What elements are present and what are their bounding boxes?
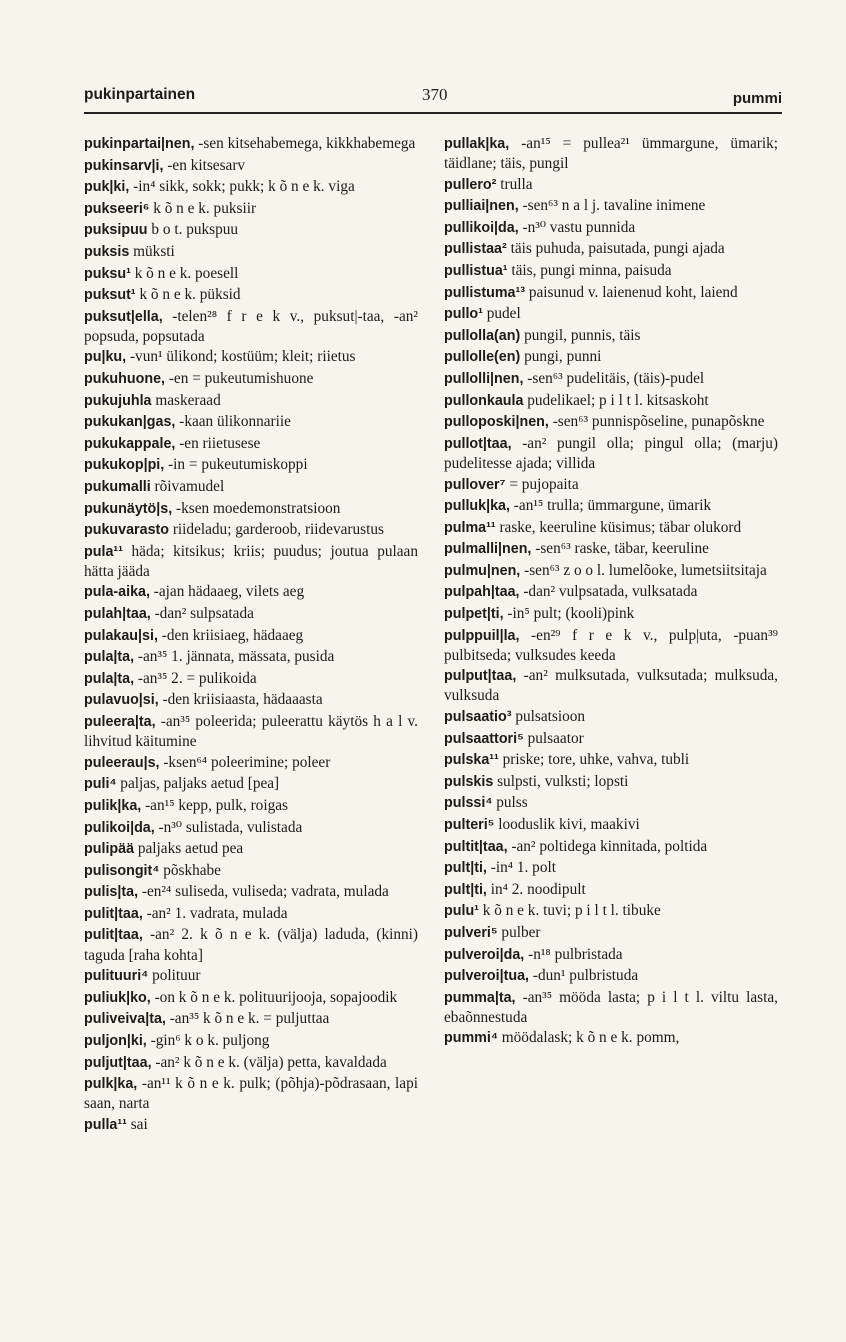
entry-definition: -sen⁶³ raske, täbar, keeruline xyxy=(531,540,709,558)
entry-headword: pulteri⁵ xyxy=(444,817,495,833)
entry-headword: pultit|taa, xyxy=(444,838,508,855)
entry-definition: pungil, punnis, täis xyxy=(520,326,641,344)
entry-definition: k õ n e k. püksid xyxy=(135,286,241,304)
entry-definition: -en riietusese xyxy=(175,434,261,452)
entry-definition: -ajan hädaaeg, vilets aeg xyxy=(149,583,305,601)
entry-headword: pukuvarasto xyxy=(84,522,170,539)
entry-definition: sai xyxy=(126,1115,148,1133)
entry-headword: pullistaa² xyxy=(444,241,507,258)
dictionary-entry xyxy=(444,837,778,857)
entry-definition: -n³⁰ sulistada, vulistada xyxy=(154,818,303,836)
dictionary-entry xyxy=(444,561,778,581)
entry-headword: pullonkaula xyxy=(444,392,524,409)
dictionary-entry xyxy=(444,391,778,411)
dictionary-entry xyxy=(444,772,778,792)
dictionary-entry xyxy=(84,1074,418,1113)
dictionary-entry xyxy=(444,239,778,259)
entry-headword: pulveroi|da, xyxy=(444,946,525,963)
running-header xyxy=(84,84,782,110)
entry-definition: -an¹⁵ kepp, pulk, roigas xyxy=(141,796,288,814)
dictionary-entry xyxy=(84,199,418,219)
entry-headword: pulmu|nen, xyxy=(444,562,521,579)
entry-definition: -en kitsesarv xyxy=(163,156,246,174)
dictionary-entry xyxy=(444,815,778,835)
entry-headword: pulu¹ xyxy=(444,903,479,920)
dictionary-entry xyxy=(444,475,778,495)
entry-definition: pulber xyxy=(497,923,541,941)
dictionary-entry xyxy=(444,261,778,281)
entry-definition: pulsatsioon xyxy=(511,708,586,726)
header-rule xyxy=(84,112,782,114)
entry-definition: -an² 2. k õ n e k. (välja) laduda, (kinni) taguda [raha kohta] xyxy=(84,926,418,964)
entry-definition: -sen kitsehabemega, kikkhabemega xyxy=(194,135,416,152)
entry-definition: -ksen moedemonstratsioon xyxy=(172,499,341,517)
entry-definition: k õ n e k. tuvi; p i l t l. tibuke xyxy=(478,902,661,920)
entry-definition: -sen⁶³ punnispõseline, punapõskne xyxy=(548,413,765,431)
dictionary-entry xyxy=(444,729,778,749)
dictionary-entry xyxy=(84,369,418,389)
entry-headword: pullak|ka, xyxy=(444,136,510,152)
dictionary-entry xyxy=(84,285,418,305)
dictionary-entry xyxy=(444,880,778,900)
dictionary-entry xyxy=(84,347,418,367)
entry-headword: pulah|taa, xyxy=(84,606,151,623)
entry-headword: pu|ku, xyxy=(84,349,127,366)
dictionary-entry xyxy=(444,518,778,538)
dictionary-entry xyxy=(444,966,778,986)
entry-headword: pullolla(an) xyxy=(444,327,521,344)
entry-definition: -n¹⁸ pulbristada xyxy=(524,945,623,963)
dictionary-entry xyxy=(84,434,418,454)
entry-definition: põskhabe xyxy=(159,861,221,879)
entry-headword: pullot|taa, xyxy=(444,435,512,452)
entry-headword: pukunäytö|s, xyxy=(84,500,173,517)
entry-definition: polituur xyxy=(148,967,201,985)
entry-headword: pulveroi|tua, xyxy=(444,968,530,985)
entry-headword: puljut|taa, xyxy=(84,1054,152,1071)
entry-definition: -in⁴ 1. polt xyxy=(486,859,556,877)
entry-definition: pudelikael; p i l t l. kitsaskoht xyxy=(523,391,709,409)
dictionary-entry xyxy=(84,520,418,540)
entry-definition: paisunud v. laienenud koht, laiend xyxy=(525,283,738,301)
entry-headword: pulpah|taa, xyxy=(444,584,520,601)
entry-definition: k õ n e k. poesell xyxy=(130,264,239,282)
dictionary-entry xyxy=(84,455,418,475)
dictionary-entry xyxy=(444,582,778,602)
entry-definition: riideladu; garderoob, riidevarustus xyxy=(169,521,384,539)
dictionary-entry xyxy=(84,582,418,602)
entry-headword: pukukop|pi, xyxy=(84,457,165,474)
dictionary-entry xyxy=(84,1115,418,1135)
dictionary-entry xyxy=(84,882,418,902)
entry-definition: -dan² vulpsatada, vulksatada xyxy=(519,583,698,601)
entry-headword: pulakau|si, xyxy=(84,627,158,644)
entry-headword: pulavuo|si, xyxy=(84,692,159,709)
entry-definition: -dan² sulpsatada xyxy=(150,605,254,623)
dictionary-entry xyxy=(84,818,418,838)
left-column xyxy=(84,134,418,1136)
entry-headword: pula-aika, xyxy=(84,584,150,601)
entry-definition: -an³⁵ 2. = pulikoida xyxy=(134,669,257,687)
entry-headword: pulluk|ka, xyxy=(444,498,510,515)
entry-headword: pulipää xyxy=(84,841,135,858)
entry-definition: -kaan ülikonnariie xyxy=(175,413,291,431)
dictionary-entry xyxy=(84,156,418,176)
entry-definition: täis, pungi minna, paisuda xyxy=(507,262,672,280)
dictionary-entry xyxy=(84,712,418,751)
dictionary-entry xyxy=(84,669,418,689)
entry-headword: puk|ki, xyxy=(84,179,130,196)
entry-headword: pulmalli|nen, xyxy=(444,541,532,558)
dictionary-entry xyxy=(84,690,418,710)
entry-definition: -in⁵ pult; (kooli)pink xyxy=(503,605,635,623)
entry-headword: puksu¹ xyxy=(84,265,131,282)
entry-definition: -sen⁶³ pudelitäis, (täis)-pudel xyxy=(523,370,705,388)
dictionary-entry xyxy=(444,1028,778,1048)
dictionary-entry xyxy=(444,626,778,665)
entry-headword: pulliai|nen, xyxy=(444,198,519,215)
entry-headword: puljon|ki, xyxy=(84,1032,147,1049)
entry-definition: -sen⁶³ z o o l. lumelõoke, lumetsiitsitaja xyxy=(520,561,767,579)
entry-headword: puli⁴ xyxy=(84,776,117,793)
dictionary-entry xyxy=(84,391,418,411)
entry-headword: pulik|ka, xyxy=(84,797,142,814)
entry-definition: = pujopaita xyxy=(505,475,579,493)
dictionary-entry xyxy=(84,1009,418,1029)
entry-headword: pulikoi|da, xyxy=(84,819,155,836)
header-first-word: pukinpartainen xyxy=(84,86,196,103)
header-last-word: pummi xyxy=(732,90,782,107)
dictionary-entry xyxy=(84,242,418,262)
entry-definition: -an² k õ n e k. (välja) petta, kavaldada xyxy=(151,1053,387,1071)
dictionary-entry xyxy=(444,901,778,921)
entry-definition: -an³⁵ 1. jännata, mässata, pusida xyxy=(134,648,335,666)
entry-headword: pukinsarv|i, xyxy=(84,157,164,174)
dictionary-entry xyxy=(84,604,418,624)
entry-headword: pulk|ka, xyxy=(84,1076,138,1093)
entry-headword: pulssi⁴ xyxy=(444,795,493,812)
dictionary-entry xyxy=(444,434,778,473)
entry-headword: pulveri⁵ xyxy=(444,924,498,941)
entry-definition: -gin⁶ k o k. puljong xyxy=(146,1031,270,1049)
entry-definition: täis puhuda, paisutada, pungi ajada xyxy=(506,240,725,258)
entry-definition: müksti xyxy=(129,242,175,260)
entry-headword: pulisongit⁴ xyxy=(84,862,160,879)
entry-definition: pulsaator xyxy=(523,729,584,747)
entry-definition: -en²⁹ f r e k v., pulp|uta, -puan³⁹ pulbitseda; vulksudes keeda xyxy=(444,626,778,664)
dictionary-entry xyxy=(444,175,778,195)
entry-headword: puksut¹ xyxy=(84,287,136,304)
dictionary-entry xyxy=(84,753,418,773)
entry-definition: pulss xyxy=(492,794,528,812)
dictionary-entry xyxy=(444,750,778,770)
entry-headword: pulsaatio³ xyxy=(444,709,512,726)
entry-headword: pukujuhla xyxy=(84,392,152,409)
entry-headword: pulloposki|nen, xyxy=(444,414,549,431)
entry-headword: pula¹¹ xyxy=(84,543,123,560)
entry-definition: -in = pukeutumiskoppi xyxy=(164,456,308,474)
entry-definition: paljaks aetud pea xyxy=(134,840,244,858)
entry-definition: rõivamudel xyxy=(150,478,225,495)
entry-definition: -n³⁰ vastu punnida xyxy=(518,218,636,236)
dictionary-entry xyxy=(444,347,778,367)
dictionary-entry xyxy=(444,793,778,813)
entry-definition: -an² pungil olla; pingul olla; (marju) pudelitesse ajada; villida xyxy=(444,434,778,472)
entry-definition: häda; kitsikus; kriis; puudus; joutua pulaan hätta jääda xyxy=(84,542,418,580)
page-number: 370 xyxy=(422,85,448,104)
dictionary-entry xyxy=(444,304,778,324)
dictionary-entry xyxy=(444,707,778,727)
entry-headword: pullistua¹ xyxy=(444,263,508,280)
entry-headword: pulska¹¹ xyxy=(444,752,499,769)
entry-definition: k õ n e k. puksiir xyxy=(149,199,257,217)
entry-definition: -an³⁵ mööda lasta; p i l t l. viltu lasta, ebaõnnestuda xyxy=(444,988,778,1026)
entry-definition: -an² 1. vadrata, mulada xyxy=(142,904,288,922)
entry-definition: -dun¹ pulbristuda xyxy=(529,967,639,985)
dictionary-entry xyxy=(444,134,778,173)
entry-headword: pullero² xyxy=(444,176,497,193)
entry-headword: pukumalli xyxy=(84,479,151,495)
entry-definition: pungi, punni xyxy=(520,348,602,366)
entry-headword: puleera|ta, xyxy=(84,714,156,731)
entry-definition: raske, keeruline küsimus; täbar olukord xyxy=(495,518,742,536)
dictionary-entry xyxy=(84,1053,418,1073)
dictionary-entry xyxy=(444,923,778,943)
entry-definition: -en = pukeutumishuone xyxy=(165,370,314,388)
dictionary-entry xyxy=(84,839,418,859)
entry-headword: pulis|ta, xyxy=(84,884,139,901)
dictionary-entry xyxy=(84,988,418,1008)
dictionary-entry xyxy=(444,858,778,878)
right-column xyxy=(444,134,778,1050)
entry-headword: pullistuma¹³ xyxy=(444,284,526,301)
entry-definition: sulpsti, vulksti; lopsti xyxy=(493,772,629,790)
dictionary-entry xyxy=(444,604,778,624)
entry-headword: pult|ti, xyxy=(444,860,487,877)
entry-headword: pulla¹¹ xyxy=(84,1116,127,1133)
dictionary-entry xyxy=(84,499,418,519)
entry-headword: pumma|ta, xyxy=(444,989,516,1006)
dictionary-entry xyxy=(84,307,418,346)
entry-definition: in⁴ 2. noodipult xyxy=(486,880,586,898)
entry-definition: -in⁴ sikk, sokk; pukk; k õ n e k. viga xyxy=(129,178,355,196)
entry-headword: puksis xyxy=(84,243,130,260)
entry-headword: pukseeri⁶ xyxy=(84,200,150,217)
entry-headword: pulituuri⁴ xyxy=(84,968,149,985)
entry-headword: pulit|taa, xyxy=(84,927,143,944)
entry-definition: pudel xyxy=(482,305,521,323)
dictionary-entry xyxy=(444,196,778,216)
dictionary-entry xyxy=(84,904,418,924)
entry-definition: -an² poltidega kinnitada, poltida xyxy=(507,837,708,855)
entry-definition: -den kriisiaeg, hädaaeg xyxy=(157,626,304,644)
dictionary-entry xyxy=(444,326,778,346)
entry-headword: pukuhuone, xyxy=(84,371,166,388)
dictionary-entry xyxy=(444,496,778,516)
dictionary-entry xyxy=(84,774,418,794)
dictionary-entry xyxy=(84,542,418,581)
entry-headword: pulppuil|la, xyxy=(444,627,520,644)
entry-definition: -an¹⁵ = pullea²¹ ümmargune, ümarik; täidlane; täis, pungil xyxy=(444,135,778,173)
entry-definition: möödalask; k õ n e k. pomm, xyxy=(497,1029,680,1047)
entry-headword: pula|ta, xyxy=(84,670,135,687)
dictionary-entry xyxy=(84,220,418,240)
entry-headword: pummi⁴ xyxy=(444,1030,498,1047)
entry-definition: -an³⁵ poleerida; puleerattu käytös h a l v. lihvitud käitumine xyxy=(84,713,418,751)
entry-definition: -en²⁴ suliseda, vuliseda; vadrata, mulada xyxy=(138,883,389,901)
dictionary-entry xyxy=(84,966,418,986)
entry-definition: -den kriisiaasta, hädaaasta xyxy=(158,691,323,709)
dictionary-entry xyxy=(84,177,418,197)
entry-headword: pult|ti, xyxy=(444,881,487,898)
entry-headword: pullo¹ xyxy=(444,306,483,323)
entry-headword: pulma¹¹ xyxy=(444,519,496,536)
entry-definition: -an¹¹ k õ n e k. pulk; (põhja)-põdrasaan, lapi saan, narta xyxy=(84,1075,418,1113)
dictionary-entry xyxy=(444,666,778,705)
entry-headword: pulput|taa, xyxy=(444,668,517,685)
entry-definition: priske; tore, uhke, vahva, tubli xyxy=(498,751,690,769)
entry-definition: -on k õ n e k. polituurijooja, sopajoodik xyxy=(150,988,398,1006)
dictionary-entry xyxy=(84,626,418,646)
entry-headword: pullikoi|da, xyxy=(444,219,519,236)
entry-headword: puliveiva|ta, xyxy=(84,1011,166,1028)
entry-headword: pulsaattori⁵ xyxy=(444,730,524,747)
entry-definition: maskeraad xyxy=(151,391,221,409)
dictionary-entry xyxy=(84,1031,418,1051)
entry-definition: -an² mulksutada, vulksutada; mulksuda, vulksuda xyxy=(444,667,778,705)
entry-headword: pullolle(en) xyxy=(444,349,521,366)
dictionary-entry xyxy=(444,945,778,965)
dictionary-entry xyxy=(84,925,418,964)
dictionary-entry xyxy=(444,412,778,432)
dictionary-entry xyxy=(84,647,418,667)
dictionary-entry xyxy=(84,264,418,284)
entry-headword: pullover⁷ xyxy=(444,476,506,493)
dictionary-entry xyxy=(444,369,778,389)
entry-definition: -telen²⁸ f r e k v., puksut|-taa, -an² popsuda, popsutada xyxy=(84,307,418,345)
entry-definition: b o t. pukspuu xyxy=(147,221,239,239)
dictionary-entry xyxy=(84,796,418,816)
dictionary-entry xyxy=(84,134,418,154)
entry-definition: -vun¹ ülikond; kostüüm; kleit; riietus xyxy=(126,348,356,366)
entry-headword: pulskis xyxy=(444,773,494,790)
dictionary-entry xyxy=(84,861,418,881)
entry-headword: puksut|ella, xyxy=(84,308,163,325)
entry-headword: puksipuu xyxy=(84,222,148,239)
entry-headword: pukukappale, xyxy=(84,435,176,452)
dictionary-entry xyxy=(84,477,418,497)
entry-headword: pula|ta, xyxy=(84,649,135,666)
entry-definition: -an³⁵ k õ n e k. = puljuttaa xyxy=(165,1010,330,1028)
entry-definition: looduslik kivi, maakivi xyxy=(494,816,640,833)
entry-definition: -ksen⁶⁴ poleerimine; poleer xyxy=(159,753,331,771)
dictionary-entry xyxy=(444,218,778,238)
dictionary-entry xyxy=(444,988,778,1027)
entry-headword: puleerau|s, xyxy=(84,754,160,771)
entry-definition: -sen⁶³ n a l j. tavaline inimene xyxy=(518,197,706,215)
dictionary-entry xyxy=(444,283,778,303)
entry-headword: pulit|taa, xyxy=(84,905,143,922)
entry-definition: -an¹⁵ trulla; ümmargune, ümarik xyxy=(509,497,712,515)
dictionary-entry xyxy=(84,412,418,432)
entry-definition: trulla xyxy=(496,175,533,193)
entry-headword: puliuk|ko, xyxy=(84,989,151,1006)
entry-definition: paljas, paljaks aetud [pea] xyxy=(116,775,280,793)
dictionary-entry xyxy=(444,539,778,559)
entry-headword: pukinpartai|nen, xyxy=(84,136,195,152)
entry-headword: pulpet|ti, xyxy=(444,606,504,623)
entry-headword: pukukan|gas, xyxy=(84,414,176,431)
entry-headword: pullolli|nen, xyxy=(444,371,524,388)
